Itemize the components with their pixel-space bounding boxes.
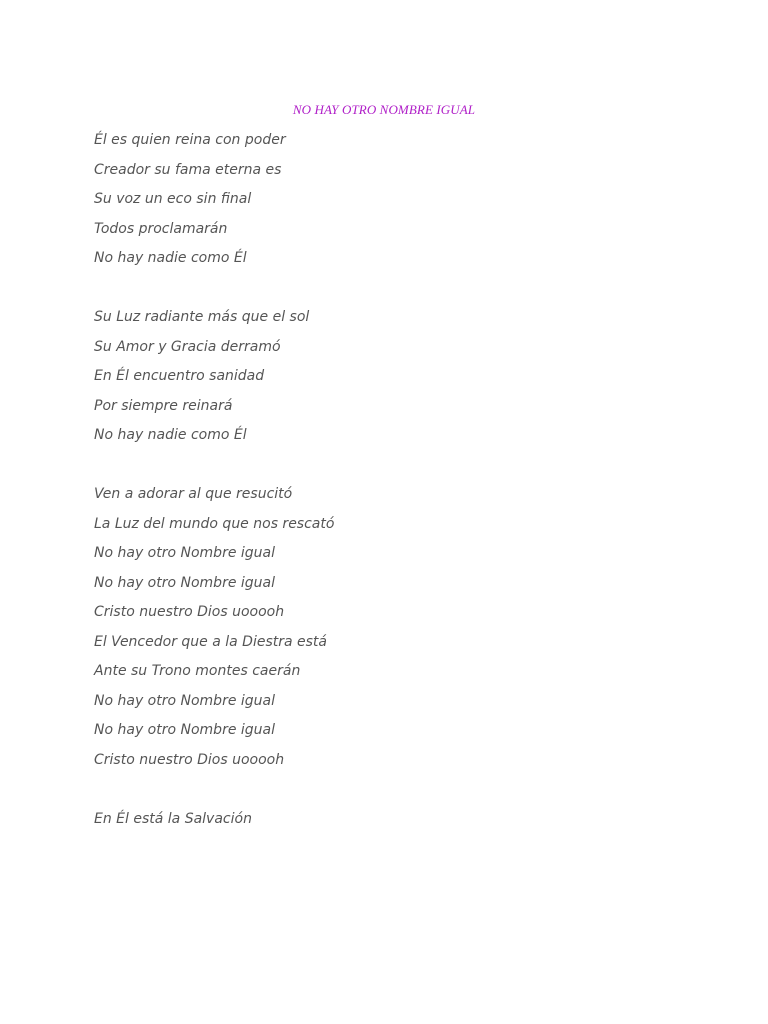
stanza-break <box>94 279 694 309</box>
lyric-line: El Vencedor que a la Diestra está <box>94 633 327 650</box>
lyric-line: No hay otro Nombre igual <box>94 574 276 591</box>
lyric-line: En Él está la Salvación <box>94 810 252 827</box>
lyric-line: La Luz del mundo que nos rescató <box>94 515 335 532</box>
lyric-line: Cristo nuestro Dios uooooh <box>94 604 285 620</box>
lyric-line: Todos proclamarán <box>94 220 228 237</box>
song-title: NO HAY OTRO NOMBRE IGUAL <box>292 102 476 117</box>
lyric-line: No hay nadie como Él <box>94 250 247 266</box>
stanza <box>94 485 694 780</box>
lyric-line: Él es quien reina con poder <box>94 132 286 148</box>
lyric-line: No hay nadie como Él <box>94 427 247 443</box>
stanza-break <box>94 780 694 810</box>
stanza <box>94 810 694 840</box>
lyric-line: Ante su Trono montes caerán <box>94 663 301 679</box>
lyrics-body <box>94 131 694 839</box>
lyric-line: No hay otro Nombre igual <box>94 722 276 738</box>
lyric-line: Cristo nuestro Dios uooooh <box>94 751 285 768</box>
lyric-line: Su Amor y Gracia derramó <box>94 338 281 355</box>
lyric-line: No hay otro Nombre igual <box>94 692 276 709</box>
lyric-line: Por siempre reinará <box>94 397 233 414</box>
lyric-line: Su Luz radiante más que el sol <box>94 309 310 325</box>
lyric-line: Su voz un eco sin final <box>94 191 252 207</box>
lyric-line: Creador su fama eterna es <box>94 161 282 178</box>
stanza <box>94 131 694 279</box>
stanza <box>94 308 694 456</box>
lyric-line: Ven a adorar al que resucitó <box>94 486 293 502</box>
lyric-line: No hay otro Nombre igual <box>94 545 276 561</box>
stanza-break <box>94 456 694 486</box>
lyric-line: En Él encuentro sanidad <box>94 368 265 384</box>
